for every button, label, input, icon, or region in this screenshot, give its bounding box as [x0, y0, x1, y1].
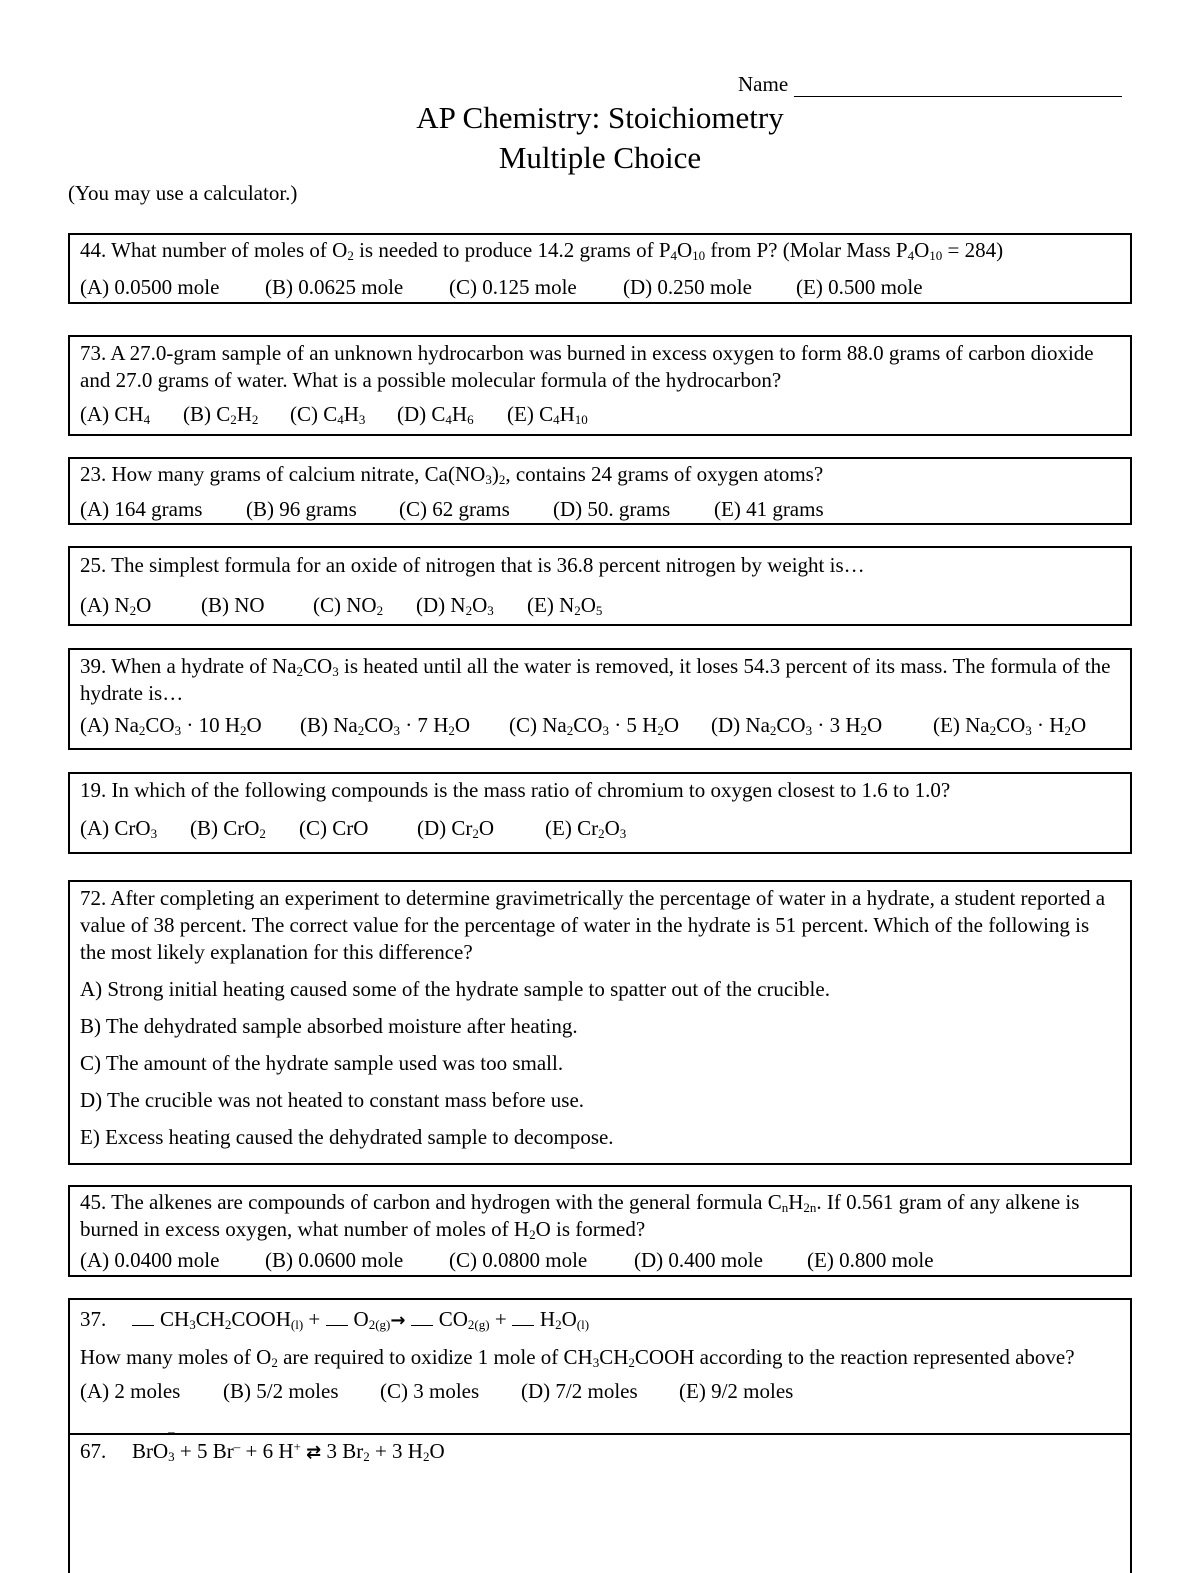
answer-option[interactable]: (E) $C_4H_{10}$	[507, 402, 588, 427]
answer-option[interactable]: (D) 0.400 mole	[634, 1248, 763, 1272]
name-blank[interactable]	[794, 76, 1122, 97]
answer-option[interactable]: (C) $C_4H_3$	[290, 402, 366, 427]
answer-option[interactable]: (C) 0.0800 mole	[449, 1248, 588, 1272]
answer-option[interactable]: (B) $Na_2CO_3 \cdot 7$ $H_2O$	[300, 713, 471, 738]
answer-option[interactable]: (E) $Cr_2O_3$	[545, 816, 627, 841]
answer-option[interactable]: (E) $Na_2CO_3 \cdot H_2O$	[933, 713, 1087, 738]
answer-option[interactable]: (B) 0.0625 mole	[265, 275, 404, 299]
question-19-answers	[80, 815, 1120, 842]
answer-option[interactable]: (B) 96 grams	[246, 497, 357, 521]
question-67	[68, 1424, 1132, 1573]
answer-option[interactable]: (A) 0.0500 mole	[80, 275, 220, 299]
question-39-stem: 39. When a hydrate of $Na_2CO_3$ is heated until all the water is removed, it loses 54.3 percent of its mass. The formula of the hydrate is…	[80, 654, 1111, 705]
question-39	[68, 648, 1132, 750]
answer-option[interactable]: (E) 0.500 mole	[796, 275, 923, 299]
coefficient-blank[interactable]	[326, 1307, 348, 1326]
question-25-answers	[80, 592, 1120, 619]
equilibrium-arrow-icon: ⇄	[306, 1442, 322, 1463]
answer-option[interactable]: (E) $N_2O_5$	[527, 593, 603, 618]
answer-option[interactable]: C) The amount of the hydrate sample used was too small.	[80, 1051, 564, 1075]
answer-option[interactable]: (B) 5/2 moles	[223, 1379, 339, 1403]
question-25	[68, 546, 1132, 626]
question-37-stem: How many moles of $O_2$ are required to oxidize 1 mole of $CH_3CH_2COOH$ according to the reaction represented above?	[80, 1345, 1075, 1370]
answer-option[interactable]: (E) 0.800 mole	[807, 1248, 934, 1272]
answer-option[interactable]: (D) $N_2O_3$	[416, 593, 494, 618]
answer-option[interactable]: B) The dehydrated sample absorbed moisture after heating.	[80, 1014, 578, 1038]
answer-option[interactable]: (A) $Na_2CO_3 \cdot 10$ $H_2O$	[80, 713, 262, 738]
arrow-icon: →	[390, 1310, 406, 1331]
answer-option[interactable]: D) The crucible was not heated to constant mass before use.	[80, 1088, 585, 1112]
answer-option[interactable]: (D) $C_4H_6$	[397, 402, 474, 427]
question-37	[68, 1298, 1132, 1435]
question-39-answers	[80, 712, 1120, 739]
question-44	[68, 233, 1132, 304]
coefficient-blank[interactable]	[512, 1307, 534, 1326]
answer-option[interactable]: (C) CrO	[299, 816, 369, 840]
question-23-stem: 23. How many grams of calcium nitrate, $Ca(NO_3)_2$, contains 24 grams of oxygen atoms?	[80, 462, 824, 487]
question-45	[68, 1185, 1132, 1277]
answer-option[interactable]: (B) NO	[201, 593, 265, 617]
answer-option[interactable]: (B) CrO$_2$	[190, 816, 266, 841]
question-23	[68, 457, 1132, 525]
calculator-note: (You may use a calculator.)	[68, 181, 298, 205]
answer-option[interactable]: (A) 2 moles	[80, 1379, 181, 1403]
question-19-stem: 19. In which of the following compounds is the mass ratio of chromium to oxygen closest to 1.6 to 1.0?	[80, 778, 951, 802]
coefficient-blank[interactable]	[411, 1307, 433, 1326]
answer-option[interactable]: (A) $N_2O$	[80, 593, 152, 618]
name-field	[738, 72, 1122, 97]
question-73	[68, 335, 1132, 436]
answer-option[interactable]: (B) 0.0600 mole	[265, 1248, 404, 1272]
question-45-answers	[80, 1247, 1120, 1274]
question-72	[68, 880, 1132, 1165]
answer-option[interactable]: (D) $Cr_2O$	[417, 816, 495, 841]
page-title: AP Chemistry: Stoichiometry	[416, 100, 784, 135]
reaction-equation: 67. BrO$_3$ – + 5 Br– + 6 H+ ⇄ 3 $Br_2 + 3$ $H_2O$	[80, 1424, 445, 1464]
question-72-answers	[80, 976, 1120, 1161]
question-23-answers	[80, 496, 1120, 523]
name-label: Name	[738, 72, 789, 96]
answer-option[interactable]: (C) 62 grams	[399, 497, 510, 521]
question-73-stem: 73. A 27.0-gram sample of an unknown hydrocarbon was burned in excess oxygen to form 88.0 grams of carbon dioxide and 27.0 grams of water. What is a possible molecular formula of the hydrocarbon?	[80, 341, 1094, 392]
answer-option[interactable]: (E) 41 grams	[714, 497, 824, 521]
answer-option[interactable]: (D) $Na_2CO_3 \cdot 3$ $H_2O$	[711, 713, 883, 738]
answer-option[interactable]: (A) $CH_4$	[80, 402, 151, 427]
answer-option[interactable]: (D) 50. grams	[553, 497, 671, 521]
answer-option[interactable]: (C) $NO_2$	[313, 593, 384, 618]
answer-option[interactable]: A) Strong initial heating caused some of the hydrate sample to spatter out of the crucible.	[80, 977, 830, 1001]
answer-option[interactable]: (A) CrO$_3$	[80, 816, 158, 841]
question-19	[68, 772, 1132, 854]
question-45-stem: 45. The alkenes are compounds of carbon and hydrogen with the general formula $C_nH_{2n}$. If 0.561 gram of any alkene is burned in excess oxygen, what number of moles of $H_2O$ is formed?	[80, 1190, 1080, 1242]
answer-option[interactable]: (C) 0.125 mole	[449, 275, 577, 299]
answer-option[interactable]: (A) 0.0400 mole	[80, 1248, 220, 1272]
question-44-stem: 44. What number of moles of $O_2$ is needed to produce 14.2 grams of $P_4O_{10}$ from P? (Molar Mass $P_4O_{10} = 284$)	[80, 238, 1004, 263]
question-44-answers	[80, 274, 1120, 301]
answer-option[interactable]: (B) $C_2H_2$	[183, 402, 259, 427]
page-subtitle: Multiple Choice	[498, 140, 702, 175]
question-25-stem: 25. The simplest formula for an oxide of nitrogen that is 36.8 percent nitrogen by weight is…	[80, 553, 865, 577]
answer-option[interactable]: (C) $Na_2CO_3 \cdot 5$ $H_2O$	[509, 713, 680, 738]
question-72-stem: 72. After completing an experiment to determine gravimetrically the percentage of water in a hydrate, a student reported a value of 38 percent. The correct value for the percentage of water in the hydrate is 51 percent. Which of the following is the most likely explanation for this difference?	[80, 886, 1106, 964]
reaction-equation: 37. $CH_3CH_2COOH_{(l)} + O_{2(g)}\to CO_{2(g)} + H_2O_{(l)}$	[80, 1307, 590, 1332]
answer-option[interactable]: (D) 7/2 moles	[521, 1379, 638, 1403]
answer-option[interactable]: (E) 9/2 moles	[679, 1379, 794, 1403]
answer-option[interactable]: (A) 164 grams	[80, 497, 203, 521]
question-37-answers	[80, 1378, 1120, 1405]
answer-option[interactable]: E) Excess heating caused the dehydrated sample to decompose.	[80, 1125, 614, 1149]
question-73-answers	[80, 401, 1120, 428]
coefficient-blank[interactable]	[132, 1307, 154, 1326]
answer-option[interactable]: (D) 0.250 mole	[623, 275, 752, 299]
answer-option[interactable]: (C) 3 moles	[380, 1379, 480, 1403]
